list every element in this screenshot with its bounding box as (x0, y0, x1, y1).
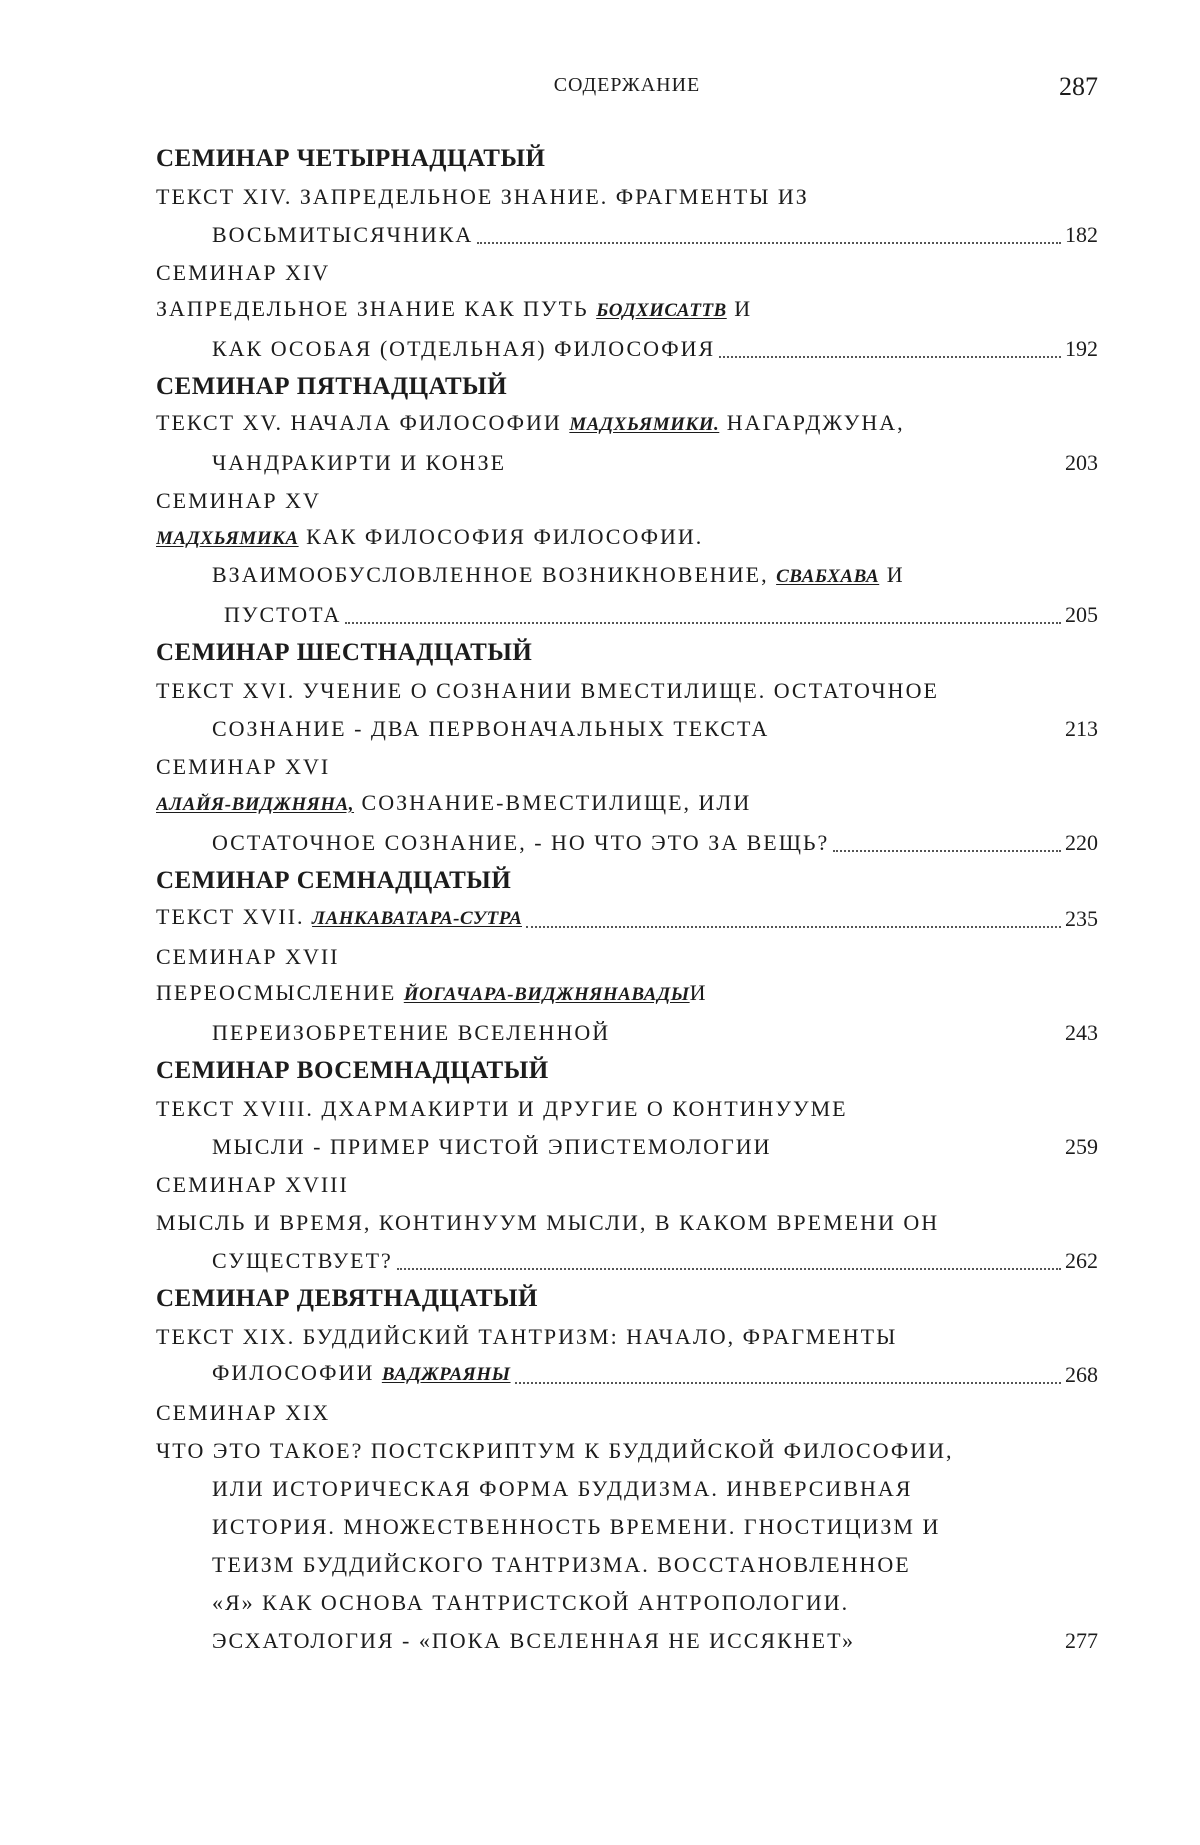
toc-entry[interactable] (156, 1508, 1098, 1546)
dot-leader (515, 1382, 1061, 1384)
toc-entry[interactable] (156, 178, 1098, 216)
toc-entry-label: СЕМИНАР ШЕСТНАДЦАТЫЙ (156, 639, 533, 666)
toc-seminar-heading[interactable] (156, 1280, 1098, 1318)
toc-entry[interactable] (156, 1394, 1098, 1432)
dot-leader (477, 242, 1061, 244)
toc-entry-label (212, 1354, 511, 1394)
page-number: 287 (1059, 72, 1098, 101)
toc-entry-label: СЕМИНАР XVIII (156, 1172, 349, 1197)
toc-page-number: 205 (1065, 602, 1098, 627)
dot-leader (833, 850, 1061, 852)
toc-page-number: 220 (1065, 830, 1098, 855)
toc-entry-label: ТЕКСТ XIV. ЗАПРЕДЕЛЬНОЕ ЗНАНИЕ. ФРАГМЕНТЫ ИЗ (156, 184, 809, 209)
toc-page-number: 268 (1065, 1362, 1098, 1387)
toc-term: ВАДЖРАЯНЫ (381, 1364, 511, 1385)
toc-entry-label (156, 518, 703, 558)
dot-leader (719, 356, 1061, 358)
toc-entry[interactable] (156, 1014, 1098, 1052)
toc-entry-label: ОСТАТОЧНОЕ СОЗНАНИЕ, - НО ЧТО ЭТО ЗА ВЕЩЬ? (212, 830, 830, 855)
toc-entry[interactable] (156, 1166, 1098, 1204)
toc-entry-text: И (689, 980, 708, 1005)
toc-seminar-heading[interactable] (156, 862, 1098, 900)
toc-entry[interactable] (156, 216, 1098, 254)
toc-entry-text: СОЗНАНИЕ-ВМЕСТИЛИЩЕ, ИЛИ (361, 790, 752, 815)
toc-entry-text: ПЕРЕОСМЫСЛЕНИЕ (156, 980, 397, 1005)
toc-page-number: 213 (1065, 716, 1098, 741)
toc-entry[interactable] (156, 1204, 1098, 1242)
toc-seminar-heading[interactable] (156, 140, 1098, 178)
toc-seminar-heading[interactable] (156, 368, 1098, 406)
toc-entry-label: СЕМИНАР ЧЕТЫРНАДЦАТЫЙ (156, 145, 546, 172)
toc-entry-label (156, 404, 905, 444)
toc-entry-text: ВЗАИМООБУСЛОВЛЕННОЕ ВОЗНИКНОВЕНИЕ, (212, 562, 769, 587)
toc-entry[interactable] (156, 748, 1098, 786)
toc-entry[interactable] (156, 292, 1098, 330)
toc-entry-label: СЕМИНАР ДЕВЯТНАДЦАТЫЙ (156, 1285, 538, 1312)
dot-leader (397, 1268, 1061, 1270)
toc-entry[interactable] (156, 444, 1098, 482)
toc-entry-label: ТЕКСТ XVI. УЧЕНИЕ О СОЗНАНИИ ВМЕСТИЛИЩЕ. ОСТАТОЧНОЕ (156, 678, 939, 703)
toc-entry-label: ЧТО ЭТО ТАКОЕ? ПОСТСКРИПТУМ К БУДДИЙСКОЙ ФИЛОСОФИИ, (156, 1438, 954, 1463)
toc-entry-label: СЕМИНАР XIX (156, 1400, 331, 1425)
toc-entry-label: СЕМИНАР XVII (156, 944, 340, 969)
toc-entry-label: ИСТОРИЯ. МНОЖЕСТВЕННОСТЬ ВРЕМЕНИ. ГНОСТИЦИЗМ И (212, 1514, 941, 1539)
toc-page-number: 243 (1065, 1020, 1098, 1045)
toc-entry-label: МЫСЛИ - ПРИМЕР ЧИСТОЙ ЭПИСТЕМОЛОГИИ (212, 1134, 772, 1159)
toc-entry[interactable] (156, 1128, 1098, 1166)
toc-entry[interactable] (156, 482, 1098, 520)
toc-entry-label: СОЗНАНИЕ - ДВА ПЕРВОНАЧАЛЬНЫХ ТЕКСТА (212, 716, 770, 741)
toc-entry-text: И (886, 562, 905, 587)
toc-entry-text: ФИЛОСОФИИ (212, 1360, 375, 1385)
toc-entry-label: СЕМИНАР XVI (156, 754, 331, 779)
toc-entry-label: КАК ОСОБАЯ (ОТДЕЛЬНАЯ) ФИЛОСОФИЯ (212, 336, 716, 361)
toc-term: МАДХЬЯМИКИ. (569, 414, 720, 435)
toc-entry[interactable] (156, 1470, 1098, 1508)
toc-entry[interactable] (156, 520, 1098, 558)
toc-entry-text: ЗАПРЕДЕЛЬНОЕ ЗНАНИЕ КАК ПУТЬ (156, 296, 589, 321)
toc-entry-label: СЕМИНАР XIV (156, 260, 331, 285)
toc-term: ЙОГАЧАРА-ВИДЖНЯНАВАДЫ (403, 984, 690, 1005)
toc-term: МАДХЬЯМИКА (156, 528, 299, 549)
toc-entry[interactable] (156, 1318, 1098, 1356)
toc-entry[interactable] (156, 1546, 1098, 1584)
toc-term: АЛАЙЯ-ВИДЖНЯНА, (156, 794, 355, 815)
toc-entry[interactable] (156, 1356, 1098, 1394)
toc-entry-label (156, 974, 708, 1014)
page-header (156, 74, 1098, 110)
toc-entry[interactable] (156, 1242, 1098, 1280)
toc-entry[interactable] (156, 900, 1098, 938)
toc-entry-label: МЫСЛЬ И ВРЕМЯ, КОНТИНУУМ МЫСЛИ, В КАКОМ ВРЕМЕНИ ОН (156, 1210, 940, 1235)
toc-page-number: 262 (1065, 1248, 1098, 1273)
toc-entry[interactable] (156, 786, 1098, 824)
toc-entry[interactable] (156, 596, 1098, 634)
toc-entry-label: ПЕРЕИЗОБРЕТЕНИЕ ВСЕЛЕННОЙ (212, 1020, 611, 1045)
toc-entry[interactable] (156, 1090, 1098, 1128)
toc-entry-label: ЭСХАТОЛОГИЯ - «ПОКА ВСЕЛЕННАЯ НЕ ИССЯКНЕТ» (212, 1628, 855, 1653)
toc-entry[interactable] (156, 406, 1098, 444)
toc-entry-text: ТЕКСТ XV. НАЧАЛА ФИЛОСОФИИ (156, 410, 562, 435)
toc-entry[interactable] (156, 558, 1098, 596)
toc-entry-label: ТЕКСТ XIX. БУДДИЙСКИЙ ТАНТРИЗМ: НАЧАЛО, ФРАГМЕНТЫ (156, 1324, 898, 1349)
toc-entry[interactable] (156, 824, 1098, 862)
toc-entry-label: СЕМИНАР XV (156, 488, 321, 513)
toc-term: БОДХИСАТТВ (596, 300, 727, 321)
toc-entry[interactable] (156, 672, 1098, 710)
toc-page-number: 192 (1065, 336, 1098, 361)
toc-entry-label: ЧАНДРАКИРТИ И КОНЗЕ (212, 450, 507, 475)
toc-entry-label (156, 290, 752, 330)
toc-entry-label: СЕМИНАР ПЯТНАДЦАТЫЙ (156, 373, 508, 400)
toc-entry-label: ПУСТОТА (224, 602, 342, 627)
toc-entry-label: СЕМИНАР ВОСЕМНАДЦАТЫЙ (156, 1057, 549, 1084)
toc-entry-label: ИЛИ ИСТОРИЧЕСКАЯ ФОРМА БУДДИЗМА. ИНВЕРСИВНАЯ (212, 1476, 913, 1501)
dot-leader (345, 622, 1061, 624)
toc-seminar-heading[interactable] (156, 1052, 1098, 1090)
toc-entry-label: ТЕКСТ XVIII. ДХАРМАКИРТИ И ДРУГИЕ О КОНТИНУУМЕ (156, 1096, 848, 1121)
toc-entry-label: СУЩЕСТВУЕТ? (212, 1248, 393, 1273)
toc-page-number: 259 (1065, 1134, 1098, 1159)
toc-entry[interactable] (156, 254, 1098, 292)
toc-entry-text: И (734, 296, 753, 321)
toc-page-number: 235 (1065, 906, 1098, 931)
toc-entry[interactable] (156, 1432, 1098, 1470)
toc-entry-label (156, 898, 522, 938)
toc-entry-text: КАК ФИЛОСОФИЯ ФИЛОСОФИИ. (306, 524, 704, 549)
dot-leader (526, 926, 1061, 928)
toc-entry-label: ТЕИЗМ БУДДИЙСКОГО ТАНТРИЗМА. ВОССТАНОВЛЕННОЕ (212, 1552, 911, 1577)
toc-entry[interactable] (156, 710, 1098, 748)
toc-entry-text: ТЕКСТ XVII. (156, 904, 305, 929)
toc-entry[interactable] (156, 330, 1098, 368)
running-title: СОДЕРЖАНИЕ (553, 74, 701, 96)
toc-page-number: 203 (1065, 450, 1098, 475)
toc-page-number: 277 (1065, 1628, 1098, 1653)
table-of-contents (156, 140, 1098, 1660)
toc-entry[interactable] (156, 1584, 1098, 1622)
toc-entry-label: СЕМИНАР СЕМНАДЦАТЫЙ (156, 867, 512, 894)
toc-entry-label: «Я» КАК ОСНОВА ТАНТРИСТСКОЙ АНТРОПОЛОГИИ. (212, 1590, 850, 1615)
toc-term: ЛАНКАВАТАРА-СУТРА (312, 908, 523, 929)
toc-entry-label (156, 784, 751, 824)
toc-entry[interactable] (156, 1622, 1098, 1660)
toc-seminar-heading[interactable] (156, 634, 1098, 672)
toc-term: СВАБХАВА (776, 566, 880, 587)
toc-entry-text: НАГАРДЖУНА, (726, 410, 905, 435)
toc-entry[interactable] (156, 938, 1098, 976)
toc-page-number: 182 (1065, 222, 1098, 247)
toc-entry-label: ВОСЬМИТЫСЯЧНИКА (212, 222, 474, 247)
toc-entry[interactable] (156, 976, 1098, 1014)
toc-entry-label (212, 556, 905, 596)
